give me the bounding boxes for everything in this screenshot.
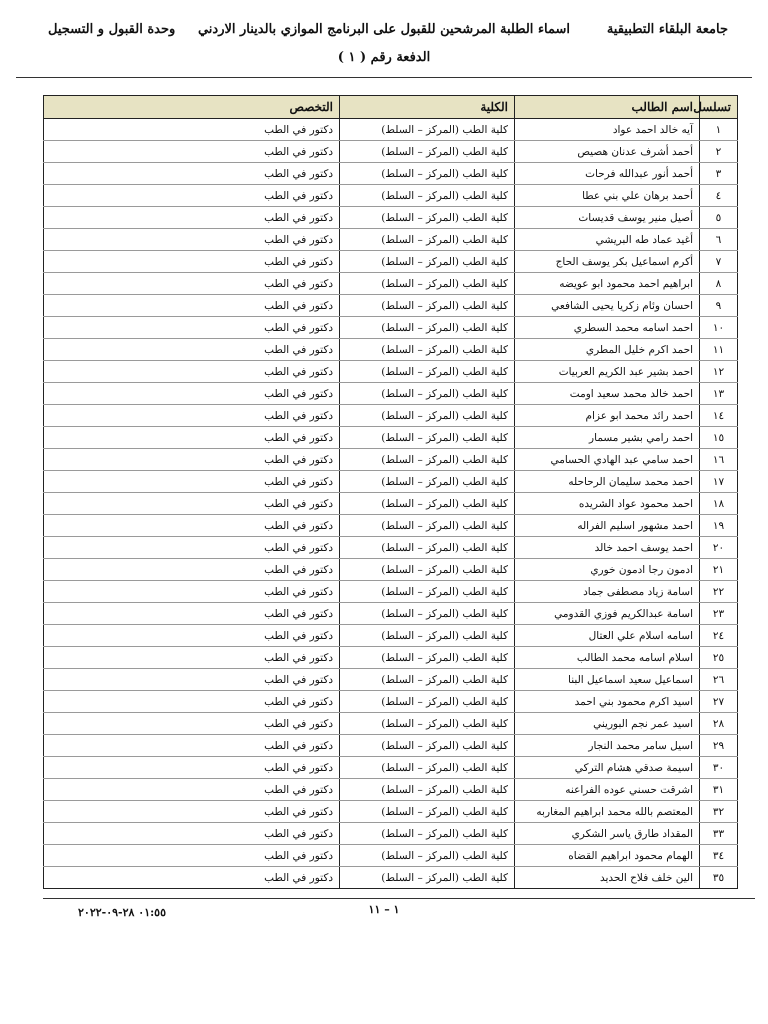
cell-student-name: اسامة زياد مصطفى جماد xyxy=(515,581,700,603)
cell-student-name: أصيل منير يوسف قديسات xyxy=(515,207,700,229)
cell-student-name: احمد اسامه محمد السطري xyxy=(515,317,700,339)
cell-major: دكتور في الطب xyxy=(44,801,340,823)
cell-num: ١١ xyxy=(700,339,738,361)
cell-major: دكتور في الطب xyxy=(44,779,340,801)
cell-major: دكتور في الطب xyxy=(44,713,340,735)
cell-student-name: أحمد برهان علي بني عطا xyxy=(515,185,700,207)
cell-student-name: اسلام اسامه محمد الطالب xyxy=(515,647,700,669)
cell-student-name: احمد اكرم خليل المطري xyxy=(515,339,700,361)
cell-major: دكتور في الطب xyxy=(44,647,340,669)
cell-num: ٣٤ xyxy=(700,845,738,867)
cell-college: كلية الطب (المركز – السلط) xyxy=(340,867,515,889)
table-row xyxy=(44,163,738,185)
cell-num: ٨ xyxy=(700,273,738,295)
table-row xyxy=(44,691,738,713)
cell-student-name: الهمام محمود ابراهيم القضاه xyxy=(515,845,700,867)
cell-major: دكتور في الطب xyxy=(44,207,340,229)
cell-num: ٩ xyxy=(700,295,738,317)
cell-major: دكتور في الطب xyxy=(44,273,340,295)
university-name: جامعة البلقاء التطبيقية xyxy=(606,22,728,37)
document-title: اسماء الطلبة المرشحين للقبول على البرنامج الموازي بالدينار الاردني xyxy=(197,22,571,37)
cell-student-name: المعتصم بالله محمد ابراهيم المغاربه xyxy=(515,801,700,823)
cell-student-name: احمد سامي عبد الهادي الحسامي xyxy=(515,449,700,471)
cell-student-name: احمد مشهور اسليم الفراله xyxy=(515,515,700,537)
cell-student-name: اسيل سامر محمد النجار xyxy=(515,735,700,757)
table-row xyxy=(44,603,738,625)
cell-num: ٢ xyxy=(700,141,738,163)
table-row xyxy=(44,537,738,559)
cell-num: ٢٩ xyxy=(700,735,738,757)
cell-num: ٤ xyxy=(700,185,738,207)
cell-college: كلية الطب (المركز – السلط) xyxy=(340,207,515,229)
page-range: ١ – ١١ xyxy=(368,903,400,916)
cell-num: ١٩ xyxy=(700,515,738,537)
cell-num: ٥ xyxy=(700,207,738,229)
cell-college: كلية الطب (المركز – السلط) xyxy=(340,251,515,273)
cell-num: ٢٨ xyxy=(700,713,738,735)
cell-num: ٣٣ xyxy=(700,823,738,845)
cell-num: ٢٢ xyxy=(700,581,738,603)
cell-major: دكتور في الطب xyxy=(44,691,340,713)
cell-college: كلية الطب (المركز – السلط) xyxy=(340,603,515,625)
cell-college: كلية الطب (المركز – السلط) xyxy=(340,141,515,163)
cell-student-name: اسيد عمر نجم البوريني xyxy=(515,713,700,735)
cell-num: ١٤ xyxy=(700,405,738,427)
cell-major: دكتور في الطب xyxy=(44,493,340,515)
cell-num: ٣٥ xyxy=(700,867,738,889)
table-row xyxy=(44,559,738,581)
cell-college: كلية الطب (المركز – السلط) xyxy=(340,691,515,713)
table-row xyxy=(44,405,738,427)
cell-num: ٣ xyxy=(700,163,738,185)
table-row xyxy=(44,141,738,163)
cell-major: دكتور في الطب xyxy=(44,559,340,581)
cell-major: دكتور في الطب xyxy=(44,581,340,603)
cell-student-name: أكرم اسماعيل بكر يوسف الحاج xyxy=(515,251,700,273)
cell-num: ٢٤ xyxy=(700,625,738,647)
cell-college: كلية الطب (المركز – السلط) xyxy=(340,339,515,361)
cell-student-name: ادمون رجا ادمون خوري xyxy=(515,559,700,581)
cell-major: دكتور في الطب xyxy=(44,405,340,427)
table-row xyxy=(44,713,738,735)
header-major: التخصص xyxy=(44,96,340,119)
table-row xyxy=(44,735,738,757)
header-divider xyxy=(16,77,752,78)
cell-major: دكتور في الطب xyxy=(44,163,340,185)
students-table xyxy=(43,95,738,889)
table-row xyxy=(44,361,738,383)
cell-num: ١٧ xyxy=(700,471,738,493)
cell-student-name: اسامة عبدالكريم فوزي القدومي xyxy=(515,603,700,625)
cell-student-name: احمد يوسف احمد خالد xyxy=(515,537,700,559)
table-row xyxy=(44,185,738,207)
header-college: الكلية xyxy=(340,96,515,119)
cell-college: كلية الطب (المركز – السلط) xyxy=(340,537,515,559)
cell-major: دكتور في الطب xyxy=(44,119,340,141)
cell-major: دكتور في الطب xyxy=(44,867,340,889)
cell-student-name: اسيد اكرم محمود بني احمد xyxy=(515,691,700,713)
cell-student-name: احمد محمد سليمان الرحاحله xyxy=(515,471,700,493)
cell-num: ٣١ xyxy=(700,779,738,801)
table-row xyxy=(44,647,738,669)
cell-major: دكتور في الطب xyxy=(44,251,340,273)
students-table-container xyxy=(43,95,738,889)
table-row xyxy=(44,581,738,603)
header-num: تسلسل xyxy=(700,96,738,119)
cell-major: دكتور في الطب xyxy=(44,669,340,691)
cell-student-name: اشرقت حسني عوده الفراعنه xyxy=(515,779,700,801)
table-row xyxy=(44,845,738,867)
cell-num: ٣٢ xyxy=(700,801,738,823)
cell-major: دكتور في الطب xyxy=(44,449,340,471)
table-row xyxy=(44,823,738,845)
cell-major: دكتور في الطب xyxy=(44,625,340,647)
cell-student-name: أحمد أنور عبدالله فرحات xyxy=(515,163,700,185)
cell-num: ١٣ xyxy=(700,383,738,405)
cell-major: دكتور في الطب xyxy=(44,141,340,163)
cell-major: دكتور في الطب xyxy=(44,295,340,317)
footer-divider xyxy=(43,898,755,899)
cell-student-name: ابراهيم احمد محمود ابو عويضه xyxy=(515,273,700,295)
cell-student-name: اسامه اسلام علي العتال xyxy=(515,625,700,647)
cell-college: كلية الطب (المركز – السلط) xyxy=(340,801,515,823)
cell-student-name: أغيد عماد طه البريشي xyxy=(515,229,700,251)
cell-major: دكتور في الطب xyxy=(44,471,340,493)
table-row xyxy=(44,229,738,251)
cell-num: ٢٣ xyxy=(700,603,738,625)
cell-college: كلية الطب (المركز – السلط) xyxy=(340,273,515,295)
cell-student-name: احمد بشير عبد الكريم العربيات xyxy=(515,361,700,383)
cell-student-name: احمد محمود عواد الشريده xyxy=(515,493,700,515)
table-row xyxy=(44,207,738,229)
cell-student-name: احمد رامي بشير مسمار xyxy=(515,427,700,449)
table-row xyxy=(44,251,738,273)
cell-major: دكتور في الطب xyxy=(44,537,340,559)
cell-college: كلية الطب (المركز – السلط) xyxy=(340,383,515,405)
cell-major: دكتور في الطب xyxy=(44,823,340,845)
cell-college: كلية الطب (المركز – السلط) xyxy=(340,295,515,317)
table-row xyxy=(44,801,738,823)
table-row xyxy=(44,625,738,647)
table-row xyxy=(44,427,738,449)
cell-college: كلية الطب (المركز – السلط) xyxy=(340,713,515,735)
cell-major: دكتور في الطب xyxy=(44,383,340,405)
cell-college: كلية الطب (المركز – السلط) xyxy=(340,515,515,537)
cell-college: كلية الطب (المركز – السلط) xyxy=(340,471,515,493)
cell-college: كلية الطب (المركز – السلط) xyxy=(340,185,515,207)
cell-student-name: أحمد أشرف عدنان هصيص xyxy=(515,141,700,163)
cell-major: دكتور في الطب xyxy=(44,229,340,251)
cell-num: ٢٦ xyxy=(700,669,738,691)
table-row xyxy=(44,471,738,493)
cell-college: كلية الطب (المركز – السلط) xyxy=(340,669,515,691)
table-row xyxy=(44,779,738,801)
cell-num: ١ xyxy=(700,119,738,141)
cell-college: كلية الطب (المركز – السلط) xyxy=(340,317,515,339)
cell-major: دكتور في الطب xyxy=(44,339,340,361)
cell-college: كلية الطب (المركز – السلط) xyxy=(340,361,515,383)
table-row xyxy=(44,493,738,515)
cell-num: ٢٧ xyxy=(700,691,738,713)
batch-number: الدفعة رقم ( ١ ) xyxy=(337,50,431,65)
cell-student-name: آيه خالد احمد عواد xyxy=(515,119,700,141)
cell-num: ١٨ xyxy=(700,493,738,515)
cell-college: كلية الطب (المركز – السلط) xyxy=(340,405,515,427)
cell-major: دكتور في الطب xyxy=(44,845,340,867)
cell-major: دكتور في الطب xyxy=(44,603,340,625)
table-row xyxy=(44,515,738,537)
table-row xyxy=(44,339,738,361)
table-row xyxy=(44,757,738,779)
cell-num: ١٢ xyxy=(700,361,738,383)
cell-num: ١٦ xyxy=(700,449,738,471)
cell-num: ٢١ xyxy=(700,559,738,581)
cell-college: كلية الطب (المركز – السلط) xyxy=(340,647,515,669)
table-row xyxy=(44,119,738,141)
page-header xyxy=(44,14,728,74)
cell-student-name: المقداد طارق ياسر الشكري xyxy=(515,823,700,845)
table-header-row xyxy=(44,96,738,119)
cell-num: ٦ xyxy=(700,229,738,251)
cell-college: كلية الطب (المركز – السلط) xyxy=(340,625,515,647)
cell-college: كلية الطب (المركز – السلط) xyxy=(340,823,515,845)
table-row xyxy=(44,383,738,405)
table-row xyxy=(44,273,738,295)
cell-student-name: الين خلف فلاح الحديد xyxy=(515,867,700,889)
cell-college: كلية الطب (المركز – السلط) xyxy=(340,757,515,779)
cell-major: دكتور في الطب xyxy=(44,317,340,339)
table-row xyxy=(44,317,738,339)
cell-student-name: اسيمة صدقي هشام التركي xyxy=(515,757,700,779)
cell-student-name: احسان وئام زكريا يحيى الشافعي xyxy=(515,295,700,317)
print-datetime: ٠١:٥٥ ٢٨-٠٩-٢٠٢٢ xyxy=(78,906,166,919)
cell-college: كلية الطب (المركز – السلط) xyxy=(340,735,515,757)
cell-college: كلية الطب (المركز – السلط) xyxy=(340,559,515,581)
cell-college: كلية الطب (المركز – السلط) xyxy=(340,119,515,141)
cell-major: دكتور في الطب xyxy=(44,757,340,779)
cell-major: دكتور في الطب xyxy=(44,735,340,757)
cell-num: ١٥ xyxy=(700,427,738,449)
cell-student-name: اسماعيل سعيد اسماعيل البنا xyxy=(515,669,700,691)
unit-name: وحدة القبول و التسجيل xyxy=(48,22,176,37)
cell-major: دكتور في الطب xyxy=(44,427,340,449)
cell-num: ٢٠ xyxy=(700,537,738,559)
cell-college: كلية الطب (المركز – السلط) xyxy=(340,163,515,185)
cell-student-name: احمد رائد محمد ابو عزام xyxy=(515,405,700,427)
cell-college: كلية الطب (المركز – السلط) xyxy=(340,845,515,867)
cell-student-name: احمد خالد محمد سعيد اومت xyxy=(515,383,700,405)
header-name: اسم الطالب xyxy=(515,96,700,119)
cell-college: كلية الطب (المركز – السلط) xyxy=(340,449,515,471)
cell-num: ٧ xyxy=(700,251,738,273)
cell-college: كلية الطب (المركز – السلط) xyxy=(340,581,515,603)
table-row xyxy=(44,669,738,691)
table-row xyxy=(44,295,738,317)
cell-num: ٢٥ xyxy=(700,647,738,669)
table-row xyxy=(44,867,738,889)
table-body xyxy=(44,119,738,889)
cell-college: كلية الطب (المركز – السلط) xyxy=(340,427,515,449)
cell-major: دكتور في الطب xyxy=(44,361,340,383)
cell-college: كلية الطب (المركز – السلط) xyxy=(340,779,515,801)
cell-college: كلية الطب (المركز – السلط) xyxy=(340,493,515,515)
table-row xyxy=(44,449,738,471)
cell-num: ١٠ xyxy=(700,317,738,339)
cell-num: ٣٠ xyxy=(700,757,738,779)
cell-major: دكتور في الطب xyxy=(44,185,340,207)
cell-college: كلية الطب (المركز – السلط) xyxy=(340,229,515,251)
cell-major: دكتور في الطب xyxy=(44,515,340,537)
